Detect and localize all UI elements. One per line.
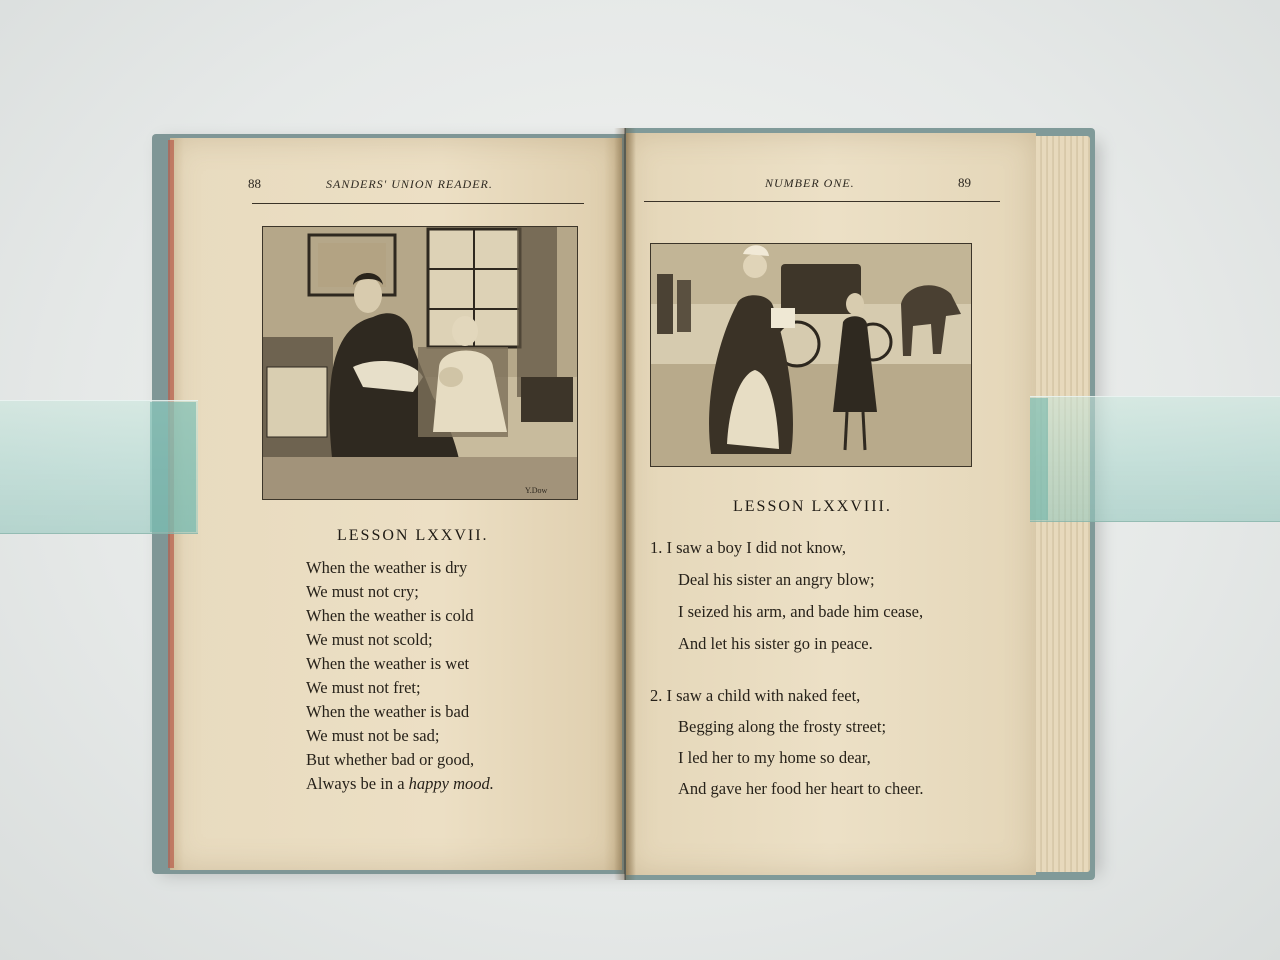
left-header-rule	[252, 203, 584, 204]
left-running-head: SANDERS' UNION READER.	[326, 177, 493, 191]
glass-weight-left-end	[150, 402, 196, 532]
street-scene-engraving	[650, 243, 972, 467]
mother-daughter-illustration	[263, 227, 577, 499]
poem-line: We must not be sad;	[306, 726, 440, 745]
book-gutter	[614, 128, 636, 880]
poem-last-line	[306, 772, 596, 796]
lesson-78-stanza-2	[650, 680, 1010, 804]
right-page-number: 89	[958, 175, 971, 190]
poem-line: When the weather is dry	[306, 558, 468, 577]
stanza-number: 1.	[650, 538, 663, 557]
right-header-rule	[644, 201, 1000, 202]
stanza-line: Begging along the frosty street;	[678, 717, 887, 736]
stanza-line: 2. I saw a child with naked feet,	[650, 686, 861, 705]
poem-line: When the weather is bad	[306, 702, 470, 721]
poem-line: When the weather is cold	[306, 606, 474, 625]
stanza-line: 1. I saw a boy I did not know,	[650, 538, 846, 557]
poem-line-prefix: Always be in a	[306, 774, 409, 793]
right-running-head: NUMBER ONE.	[765, 176, 855, 190]
stanza-line: I seized his arm, and bade him cease,	[678, 602, 924, 621]
left-page-number: 88	[248, 176, 261, 191]
lesson-77-poem	[306, 556, 596, 796]
stanza-line: And gave her food her heart to cheer.	[678, 779, 924, 798]
poem-line: We must not scold;	[306, 630, 433, 649]
street-scene-illustration	[651, 244, 971, 466]
poem-line: We must not fret;	[306, 678, 421, 697]
lesson-78-stanza-1	[650, 532, 1010, 660]
lesson-78-title: LESSON LXXVIII.	[733, 498, 892, 515]
poem-line: We must not cry;	[306, 582, 419, 601]
engraver-signature: Y.Dow	[525, 486, 548, 495]
stanza-line: Deal his sister an angry blow;	[678, 570, 875, 589]
stanza-number: 2.	[650, 686, 663, 705]
glass-weight-right-end	[1030, 398, 1048, 520]
stanza-line: I led her to my home so dear,	[678, 748, 871, 767]
glass-weight-right	[1030, 396, 1280, 522]
poem-line: But whether bad or good,	[306, 750, 475, 769]
mother-daughter-engraving	[262, 226, 578, 500]
poem-line: When the weather is wet	[306, 654, 470, 673]
poem-italic-phrase: happy mood.	[408, 774, 494, 793]
stanza-line: And let his sister go in peace.	[678, 634, 873, 653]
lesson-77-title: LESSON LXXVII.	[337, 527, 489, 544]
